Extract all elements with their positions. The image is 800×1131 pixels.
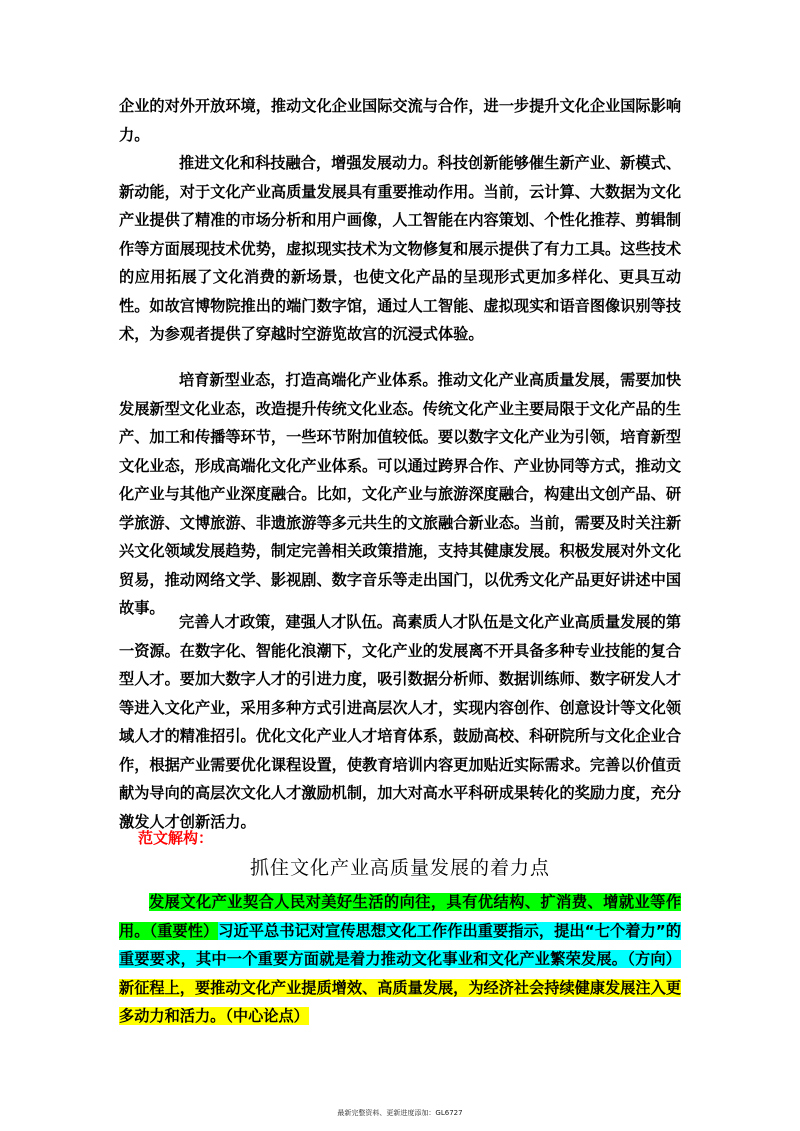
paragraph-intro-continuation: [119, 92, 681, 149]
highlight-direction: 习近平总书记对宣传思想文化工作作出重要指示，提出“七个着力”的重要要求，其中一个重要方面就是着力推动文化事业和文化产业繁荣发展。（方向）: [119, 921, 681, 968]
paragraph-text: 企业的对外开放环境，推动文化企业国际交流与合作，进一步提升文化企业国际影响力。: [119, 97, 681, 144]
highlighted-analysis: [119, 888, 681, 1031]
paragraph-talent-policy: [119, 608, 681, 836]
highlight-importance: 发展文化产业契合人民对美好生活的向往，具有优结构、扩消费、增就业等作用。（重要性）: [119, 893, 681, 940]
section-label: 范文解构：: [138, 829, 214, 847]
article-title: 抓住文化产业高质量发展的着力点: [249, 857, 550, 879]
page-footer: 最新完整资料、更新进度添加：GL6727: [337, 1109, 463, 1117]
paragraph-new-formats: [119, 366, 681, 623]
paragraph-text: 推进文化和科技融合，增强发展动力。科技创新能够催生新产业、新模式、新动能，对于文化产业高质量发展具有重要推动作用。当前，云计算、大数据为文化产业提供了精准的市场分析和用户画像，人工智能在内容策划、个性化推荐、剪辑制作等方面展现技术优势，虚拟现实技术为文物修复和展示提供了有力工具。这些技术的应用拓展了文化消费的新场景，也使文化产品的呈现形式更加多样化、更具互动性。如故宫博物院推出的端门数字馆，通过人工智能、虚拟现实和语音图像识别等技术，为参观者提供了穿越时空游览故宫的沉浸式体验。: [119, 154, 681, 343]
paragraph-text: 培育新型业态，打造高端化产业体系。推动文化产业高质量发展，需要加快发展新型文化业态，改造提升传统文化业态。传统文化产业主要局限于文化产品的生产、加工和传播等环节，一些环节附加值较低。要以数字文化产业为引领，培育新型文化业态，形成高端化文化产业体系。可以通过跨界合作、产业协同等方式，推动文化产业与其他产业深度融合。比如，文化产业与旅游深度融合，构建出文创产品、研学旅游、文博旅游、非遗旅游等多元共生的文旅融合新业态。当前，需要及时关注新兴文化领域发展趋势，制定完善相关政策措施，支持其健康发展。积极发展对外文化贸易，推动网络文学、影视剧、数字音乐等走出国门，以优秀文化产品更好讲述中国故事。: [119, 371, 681, 617]
paragraph-text: 完善人才政策，建强人才队伍。高素质人才队伍是文化产业高质量发展的第一资源。在数字化、智能化浪潮下，文化产业的发展离不开具备多种专业技能的复合型人才。要加大数字人才的引进力度，吸引数据分析师、数据训练师、数字研发人才等进入文化产业，采用多种方式引进高层次人才，实现内容创作、创意设计等文化领域人才的精准招引。优化文化产业人才培育体系，鼓励高校、科研院所与文化企业合作，根据产业需要优化课程设置，使教育培训内容更加贴近实际需求。完善以价值贡献为导向的高层次文化人才激励机制，加大对高水平科研成果转化的奖励力度，充分激发人才创新活力。: [119, 613, 681, 831]
paragraph-tech-integration: [119, 149, 681, 349]
highlight-thesis: 新征程上，要推动文化产业提质增效、高质量发展，为经济社会持续健康发展注入更多动力和活力。（中心论点）: [119, 978, 681, 1025]
